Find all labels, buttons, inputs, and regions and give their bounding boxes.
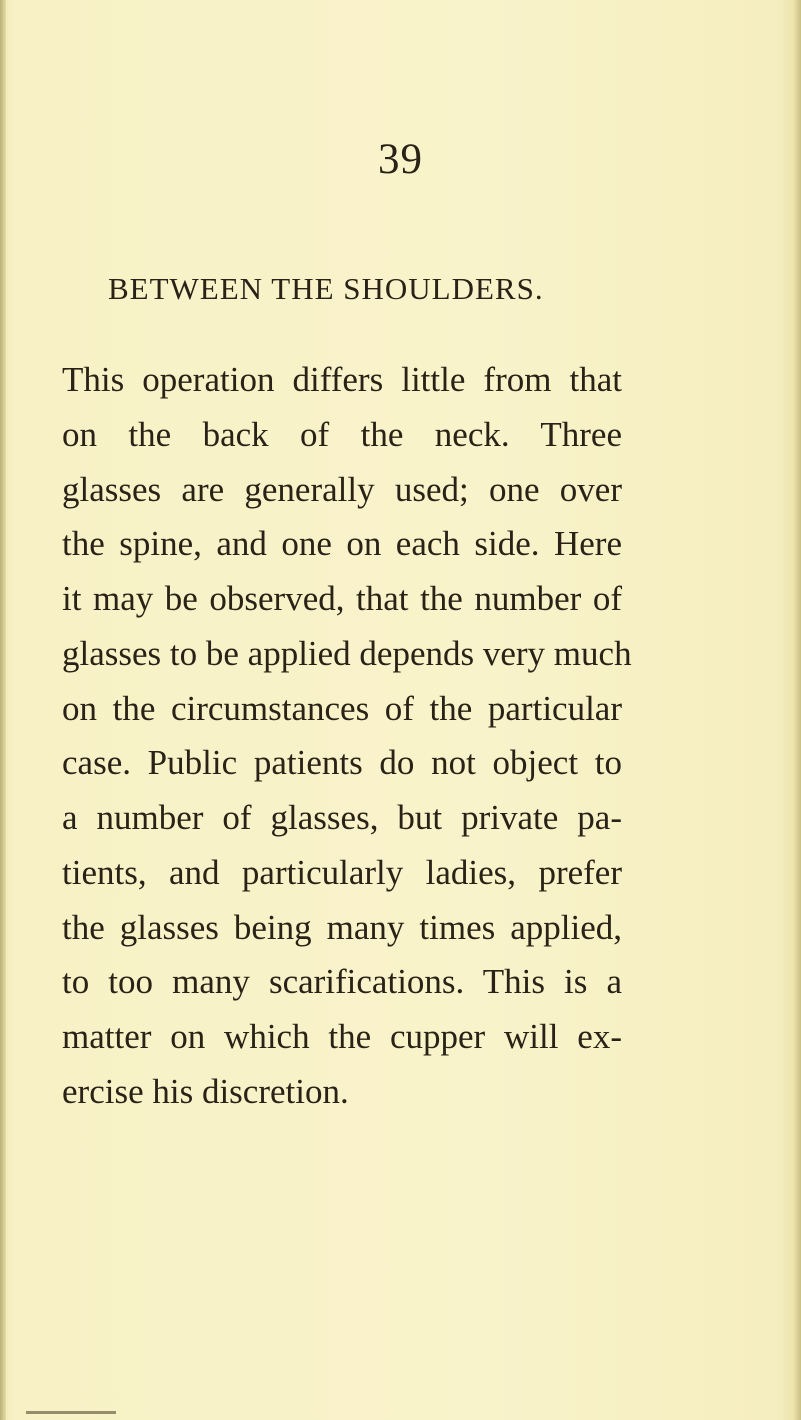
text-line: the spine, and one on each side. Here [62, 524, 622, 564]
text-line: glasses to be applied depends very much [62, 633, 632, 673]
text-line: to too many scarifications. This is a [62, 962, 622, 1002]
text-line: glasses are generally used; one over [62, 469, 622, 509]
text-line: on the circumstances of the particular [62, 688, 622, 728]
page-bottom-mark [26, 1411, 116, 1414]
section-heading: BETWEEN THE SHOULDERS. [108, 271, 544, 306]
page-outer-edge [793, 0, 801, 1420]
text-line: tients, and particularly ladies, prefer [62, 852, 622, 892]
text-line: on the back of the neck. Three [62, 414, 622, 454]
page-number: 39 [378, 136, 423, 183]
text-line: the glasses being many times applied, [62, 907, 622, 947]
text-line: matter on which the cupper will ex- [62, 1017, 622, 1056]
text-line: ercise his discretion. [62, 1071, 349, 1111]
text-line: case. Public patients do not object to [62, 743, 622, 783]
page-gutter-edge [0, 0, 6, 1420]
text-line: it may be observed, that the number of [62, 579, 622, 618]
text-line: a number of glasses, but private pa- [62, 798, 622, 837]
body-paragraph [62, 353, 632, 1120]
text-line: This operation differs little from that [62, 360, 622, 399]
